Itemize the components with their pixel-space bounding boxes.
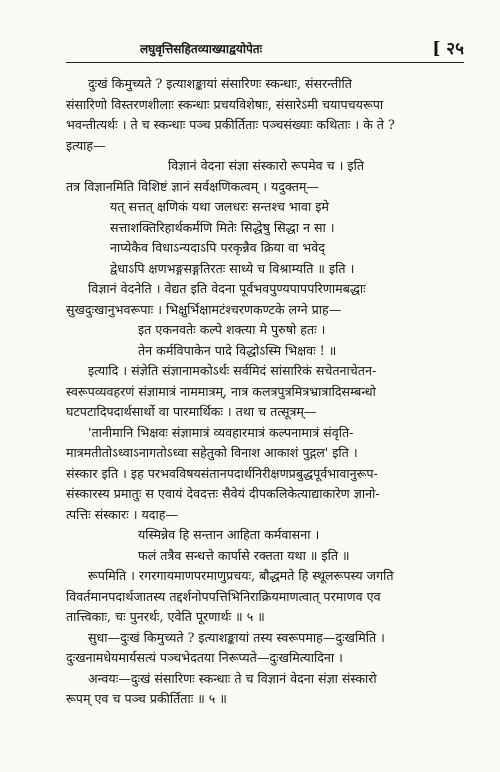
text-line: इत्याह— xyxy=(66,137,106,153)
page-body xyxy=(66,74,466,710)
text-line: 'तानीमानि भिक्षवः संज्ञामात्रं व्यवहारमात्रं कल्पनामात्रं संवृति- xyxy=(88,424,354,440)
header-title: लघुवृत्तिसहितव्याख्याद्वयोपेतः xyxy=(140,42,263,56)
text-line: द्वेधाऽपि क्षणभङ्गसङ्गतिरतः साध्ये च विश्राम्यति ॥ इति । xyxy=(110,260,355,276)
text-line: नाप्येकैव विधाऽन्यदाऽपि परकृन्नैव क्रिया वा भवेद् xyxy=(110,240,325,255)
running-header xyxy=(0,40,500,66)
text-line: सुखदुःखानुभवरूपाः । भिक्षुर्भिक्षामटंश्चरणकण्टके लग्ने प्राह— xyxy=(66,301,342,317)
header-rule xyxy=(66,62,464,63)
page-number: [ २५ xyxy=(432,39,464,59)
text-line: विज्ञानं वेदना संज्ञा संस्कारो रूपमेव च । इति xyxy=(167,158,365,173)
text-line: सत्ताशक्तिरिहार्थकर्मणि मितेः सिद्धेषु सिद्धा न सा । xyxy=(110,219,335,235)
text-line: त्पत्तिः संस्कारः । यदाह— xyxy=(66,506,179,522)
text-line: यत् सत्तत् क्षणिकं यथा जलधरः सन्तश्च भावा इमे xyxy=(110,199,329,214)
text-line: रूपम् एव च पञ्च प्रकीर्तिताः ॥ ५ ॥ xyxy=(66,691,227,706)
text-line: भवन्तीत्यर्थः । ते च स्कन्धाः पञ्च प्रकीर्तिताः पञ्चसंख्याः कथिताः । के ते ? xyxy=(66,117,395,132)
text-line: फलं तत्रैव सन्धत्ते कार्पासे रक्तता यथा ॥ इति ॥ xyxy=(138,547,350,563)
text-line: यस्मिन्नेव हि सन्तान आहिता कर्मवासना । xyxy=(138,527,320,542)
text-line: सुधा—दुःखं किमुच्यते ? इत्याशङ्कायां तस्य स्वरूपमाह—दुःखमिति । xyxy=(88,629,385,645)
text-line: संसारिणो विस्तरणशीलाः स्कन्धाः प्रचयविशेषाः, संसारेऽमी चयापचयरूपा xyxy=(66,96,384,112)
text-line: स्वरूपव्यवहरणं संज्ञामात्रं नाममात्रम्, नात्र कलत्रपुत्रमित्रभ्रात्रादिसम्बन्धो xyxy=(66,383,376,399)
text-line: तेन कर्मविपाकेन पादे विद्धोऽस्मि भिक्षवः ! ॥ xyxy=(138,342,337,358)
text-line: अन्वयः—दुःखं संसारिणः स्कन्धाः ते च विज्ञानं वेदना संज्ञा संस्कारो xyxy=(88,670,377,686)
text-line: संस्कार इति । इह परभवविषयसंतानपदार्थनिरीक्षणप्रबुद्धपूर्वभावानुरूप- xyxy=(66,465,378,481)
text-line: संस्कारस्य प्रमातुः स एवायं देवदत्तः सैवेयं दीपकलिकेत्याद्याकारेण ज्ञानो- xyxy=(66,486,380,501)
text-line: रूपमिति । रगरगायमाणपरमाणुप्रचयः, बौद्धमते हि स्थूलरूपस्य जगति xyxy=(88,568,394,583)
text-line: तत्र विज्ञानमिति विशिष्टं ज्ञानं सर्वक्षणिकत्वम् । यदुक्तम्— xyxy=(66,178,320,194)
text-line: इत एकनवतेः कल्पे शक्त्या मे पुरुषो हतः । xyxy=(138,322,326,337)
text-line: तात्त्विकाः, चः पुनरर्थः, एवेति पूरणार्थः ॥ ५ ॥ xyxy=(66,609,265,624)
text-line: घटपटादिपदार्थसार्थो वा पारमार्थिकः । तथा च तत्सूत्रम्— xyxy=(66,404,317,419)
text-line: दुःखं किमुच्यते ? इत्याशङ्कायां संसारिणः स्कन्धाः, संसरन्तीति xyxy=(88,76,352,91)
text-line: इत्यादि । संज्ञेति संज्ञानामकोऽर्थः सर्वमिदं सांसारिकं सचेतनाचेतन- xyxy=(88,363,377,378)
text-line: विवर्तमानपदार्थजातस्य तद्दर्शनोपपत्तिभिनिराक्रियमाणत्वात् परमाणव एव xyxy=(66,588,381,604)
text-line: विज्ञानं वेदनेति । वेद्यत इति वेदना पूर्वभवपुण्यपापपरिणामबद्धाः xyxy=(88,281,366,296)
text-line: दुःखनामधेयमार्यसत्यं पञ्चभेदतया निरूप्यते—दुःखमित्यादिना । xyxy=(66,650,343,665)
text-line: मात्रमतीतोऽध्वाऽनागतोऽध्वा सहेतुको विनाश आकाशं पुद्गल' इति । xyxy=(66,445,358,460)
